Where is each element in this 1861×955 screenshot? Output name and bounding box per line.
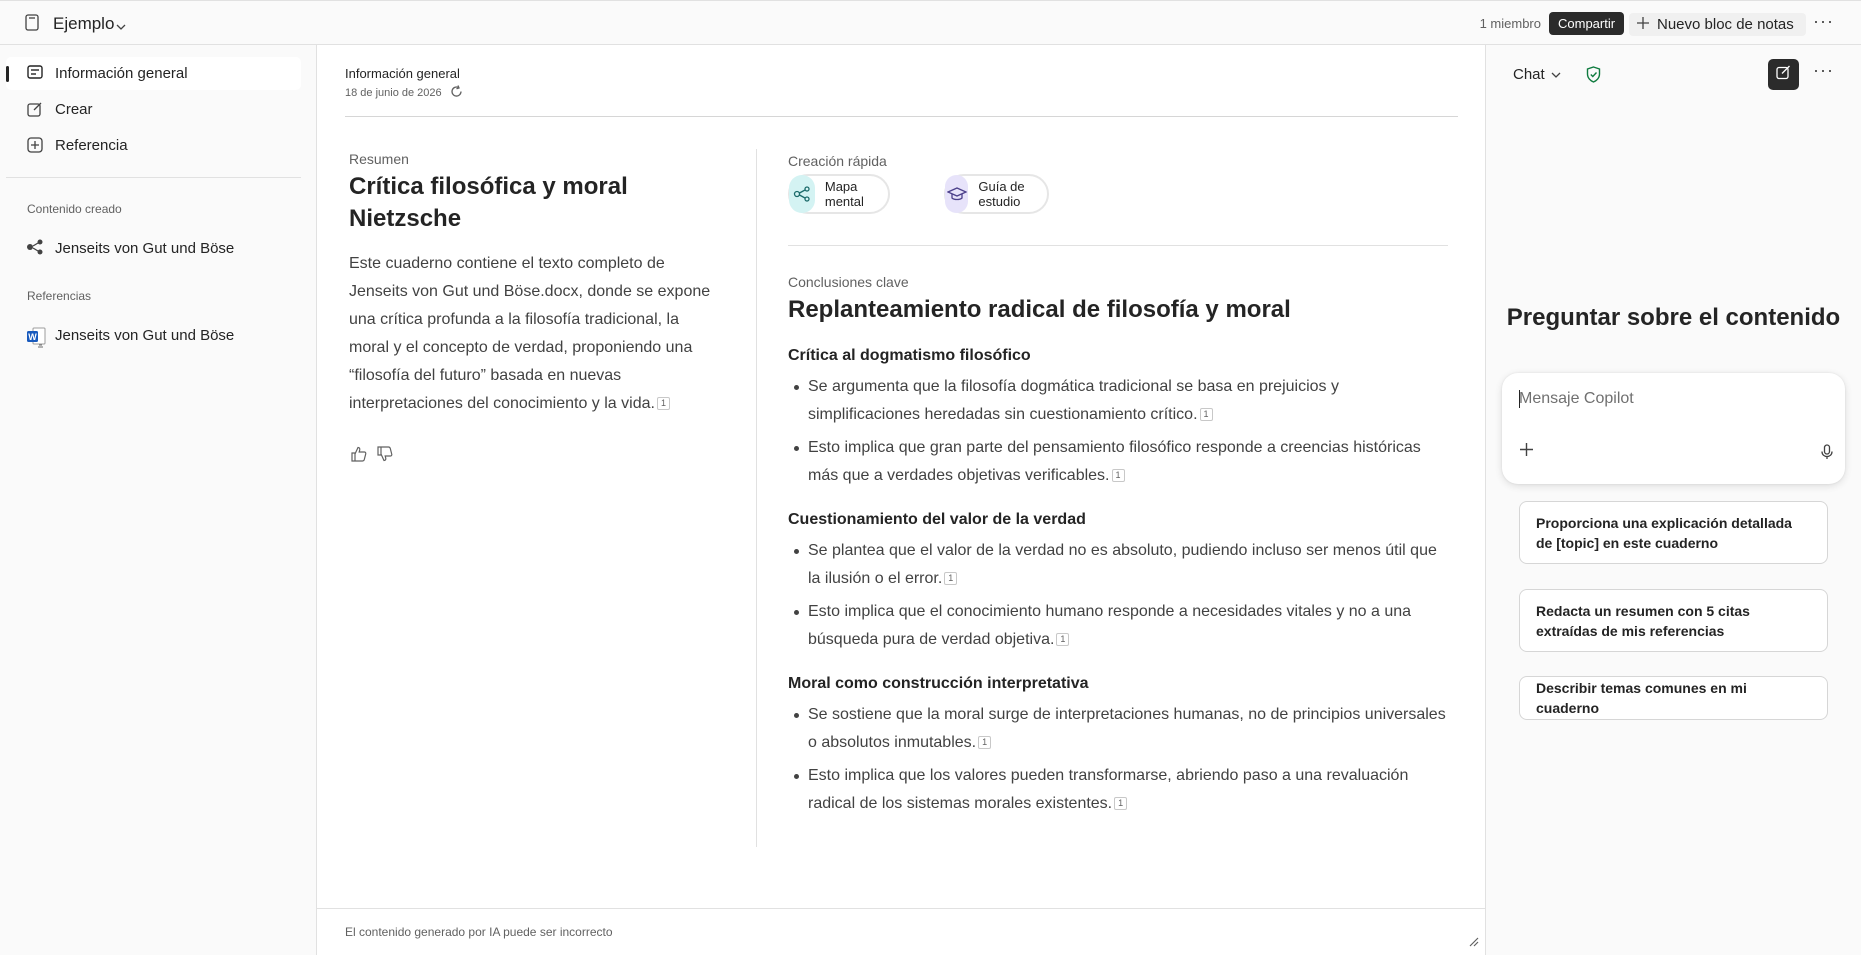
- summary-label: Resumen: [349, 151, 409, 167]
- suggestion-card[interactable]: [1519, 589, 1828, 652]
- header-divider: [345, 116, 1458, 117]
- citation-badge[interactable]: 1: [1200, 408, 1213, 421]
- summary-title: Crítica filosófica y moral Nietzsche: [349, 173, 628, 232]
- share-button[interactable]: Compartir: [1549, 12, 1624, 35]
- conclusion-list: [788, 701, 1448, 818]
- sidebar-item-overview[interactable]: [6, 57, 301, 90]
- conclusion-list: [788, 537, 1448, 654]
- conclusion-bullet: Esto implica que el conocimiento humano responde a necesidades vitales y no a una búsqueda pura de verdad objetiva. 1: [788, 598, 1448, 654]
- mind-map-icon: [26, 239, 44, 259]
- refresh-icon[interactable]: [450, 85, 463, 101]
- attach-plus-icon[interactable]: [1519, 442, 1534, 462]
- sidebar-item-create[interactable]: [6, 93, 301, 126]
- conclusion-heading: Crítica al dogmatismo filosófico: [788, 347, 1031, 364]
- citation-badge[interactable]: 1: [1114, 797, 1127, 810]
- add-square-icon: [27, 137, 43, 157]
- conclusion-heading: Moral como construcción interpretativa: [788, 675, 1089, 692]
- plus-icon: [1637, 13, 1649, 36]
- conclusion-bullet: Se argumenta que la filosofía dogmática tradicional se basa en prejuicios y simplificaciones heredadas sin cuestionamiento crítico. 1: [788, 373, 1448, 429]
- mind-map-label: Mapa mental: [824, 179, 864, 209]
- new-chat-button[interactable]: [1768, 59, 1799, 90]
- citation-badge[interactable]: 1: [1112, 469, 1125, 482]
- page-breadcrumb: Información general: [345, 66, 460, 81]
- reference-item-label: Jenseits von Gut und Böse: [55, 327, 235, 344]
- suggestion-card[interactable]: [1519, 676, 1828, 720]
- quick-create-section: [788, 153, 1025, 209]
- summary-text: [349, 250, 719, 418]
- svg-text:W: W: [28, 332, 37, 342]
- date-label: 18 de junio de 2026: [345, 87, 442, 99]
- study-guide-label: Guía de estudio: [978, 179, 1025, 209]
- mind-map-icon: [789, 175, 815, 213]
- sidebar-item-label: Referencia: [55, 137, 128, 154]
- conclusions-label: Conclusiones clave: [788, 274, 909, 290]
- date-row: [345, 85, 463, 101]
- thumbs-up-icon[interactable]: [351, 446, 367, 467]
- citation-badge[interactable]: 1: [1056, 633, 1069, 646]
- compose-icon: [1776, 65, 1791, 85]
- conclusion-bullet: Esto implica que los valores pueden transformarse, abriendo paso a una revaluación radical de los sistemas morales existentes. 1: [788, 762, 1448, 818]
- chat-mode-label: Chat: [1513, 66, 1545, 83]
- references-heading: Referencias: [27, 289, 92, 303]
- quick-create-label: Creación rápida: [788, 153, 887, 169]
- thumbs-down-icon[interactable]: [377, 446, 393, 467]
- active-indicator: [6, 66, 9, 82]
- quick-create-divider: [788, 245, 1448, 246]
- created-item-label: Jenseits von Gut und Böse: [55, 240, 235, 257]
- members-count[interactable]: 1 miembro: [1479, 16, 1541, 31]
- mind-map-chip[interactable]: [788, 174, 890, 214]
- column-divider: [756, 149, 757, 847]
- main-content: [316, 45, 1486, 955]
- suggestion-text: Proporciona una explicación detallada de [topic] en este cuaderno: [1536, 514, 1792, 551]
- sidebar-divider: [6, 177, 301, 178]
- created-item[interactable]: [6, 233, 301, 263]
- conclusion-bullet: Esto implica que gran parte del pensamiento filosófico responde a creencias históricas más que a verdades objetivas verificables. 1: [788, 434, 1448, 490]
- suggestion-text: Redacta un resumen con 5 citas extraídas de mis referencias: [1536, 602, 1750, 639]
- summary-body: Este cuaderno contiene el texto completo de Jenseits von Gut und Böse.docx, donde se expone una crítica profunda a la filosofía tradicional, la moral y el concepto de verdad, proponiendo una “filosofía del futuro” basada en nuevas interpretaciones del conocimiento y la vida.: [349, 255, 711, 412]
- chat-mode-selector[interactable]: [1513, 66, 1561, 83]
- chat-panel: [1486, 45, 1861, 955]
- graduation-cap-icon: [945, 175, 968, 213]
- word-document-icon: [26, 326, 48, 352]
- disclaimer-divider: [317, 908, 1485, 909]
- feedback-buttons: [351, 446, 393, 467]
- suggestion-text: Describir temas comunes en mi cuaderno: [1536, 680, 1747, 716]
- conclusion-heading: Cuestionamiento del valor de la verdad: [788, 511, 1086, 528]
- shield-check-icon[interactable]: [1586, 66, 1601, 88]
- more-icon[interactable]: ···: [1813, 60, 1834, 80]
- citation-badge[interactable]: 1: [978, 736, 991, 749]
- conclusion-list: [788, 373, 1448, 490]
- chat-composer: [1502, 373, 1845, 484]
- new-notebook-label: Nuevo bloc de notas: [1657, 16, 1794, 33]
- summary-section: [349, 151, 719, 418]
- chevron-down-icon: [1551, 66, 1561, 83]
- chat-title: Preguntar sobre el contenido: [1506, 304, 1841, 331]
- sidebar-item-label: Crear: [55, 101, 93, 118]
- resize-handle-icon[interactable]: [1467, 934, 1479, 952]
- text-caret: [1519, 390, 1520, 408]
- reference-item[interactable]: [6, 320, 301, 350]
- top-bar: [0, 0, 1861, 45]
- more-icon[interactable]: ···: [1813, 11, 1834, 31]
- notebook-icon: [25, 14, 39, 36]
- chat-input[interactable]: [1519, 387, 1819, 411]
- new-notebook-button[interactable]: [1629, 13, 1806, 36]
- sidebar-item-reference[interactable]: [6, 129, 301, 162]
- study-guide-chip[interactable]: [944, 174, 1049, 214]
- conclusions-title: Replanteamiento radical de filosofía y moral: [788, 296, 1291, 323]
- conclusion-bullet: Se sostiene que la moral surge de interpretaciones humanas, no de principios universales o absolutos inmutables. 1: [788, 701, 1448, 757]
- microphone-icon[interactable]: [1821, 444, 1833, 465]
- ai-disclaimer: El contenido generado por IA puede ser incorrecto: [345, 925, 613, 939]
- chevron-down-icon[interactable]: [116, 18, 126, 36]
- sidebar-item-label: Información general: [55, 65, 188, 82]
- citation-badge[interactable]: 1: [657, 397, 670, 410]
- created-content-heading: Contenido creado: [27, 202, 122, 216]
- edit-icon: [27, 101, 43, 121]
- suggestion-card[interactable]: [1519, 501, 1828, 564]
- notebook-name[interactable]: Ejemplo: [53, 14, 115, 33]
- key-conclusions-section: [788, 274, 1448, 823]
- citation-badge[interactable]: 1: [944, 572, 957, 585]
- overview-icon: [27, 65, 43, 83]
- sidebar: [0, 45, 316, 955]
- conclusion-bullet: Se plantea que el valor de la verdad no es absoluto, pudiendo incluso ser menos útil que la ilusión o el error. 1: [788, 537, 1448, 593]
